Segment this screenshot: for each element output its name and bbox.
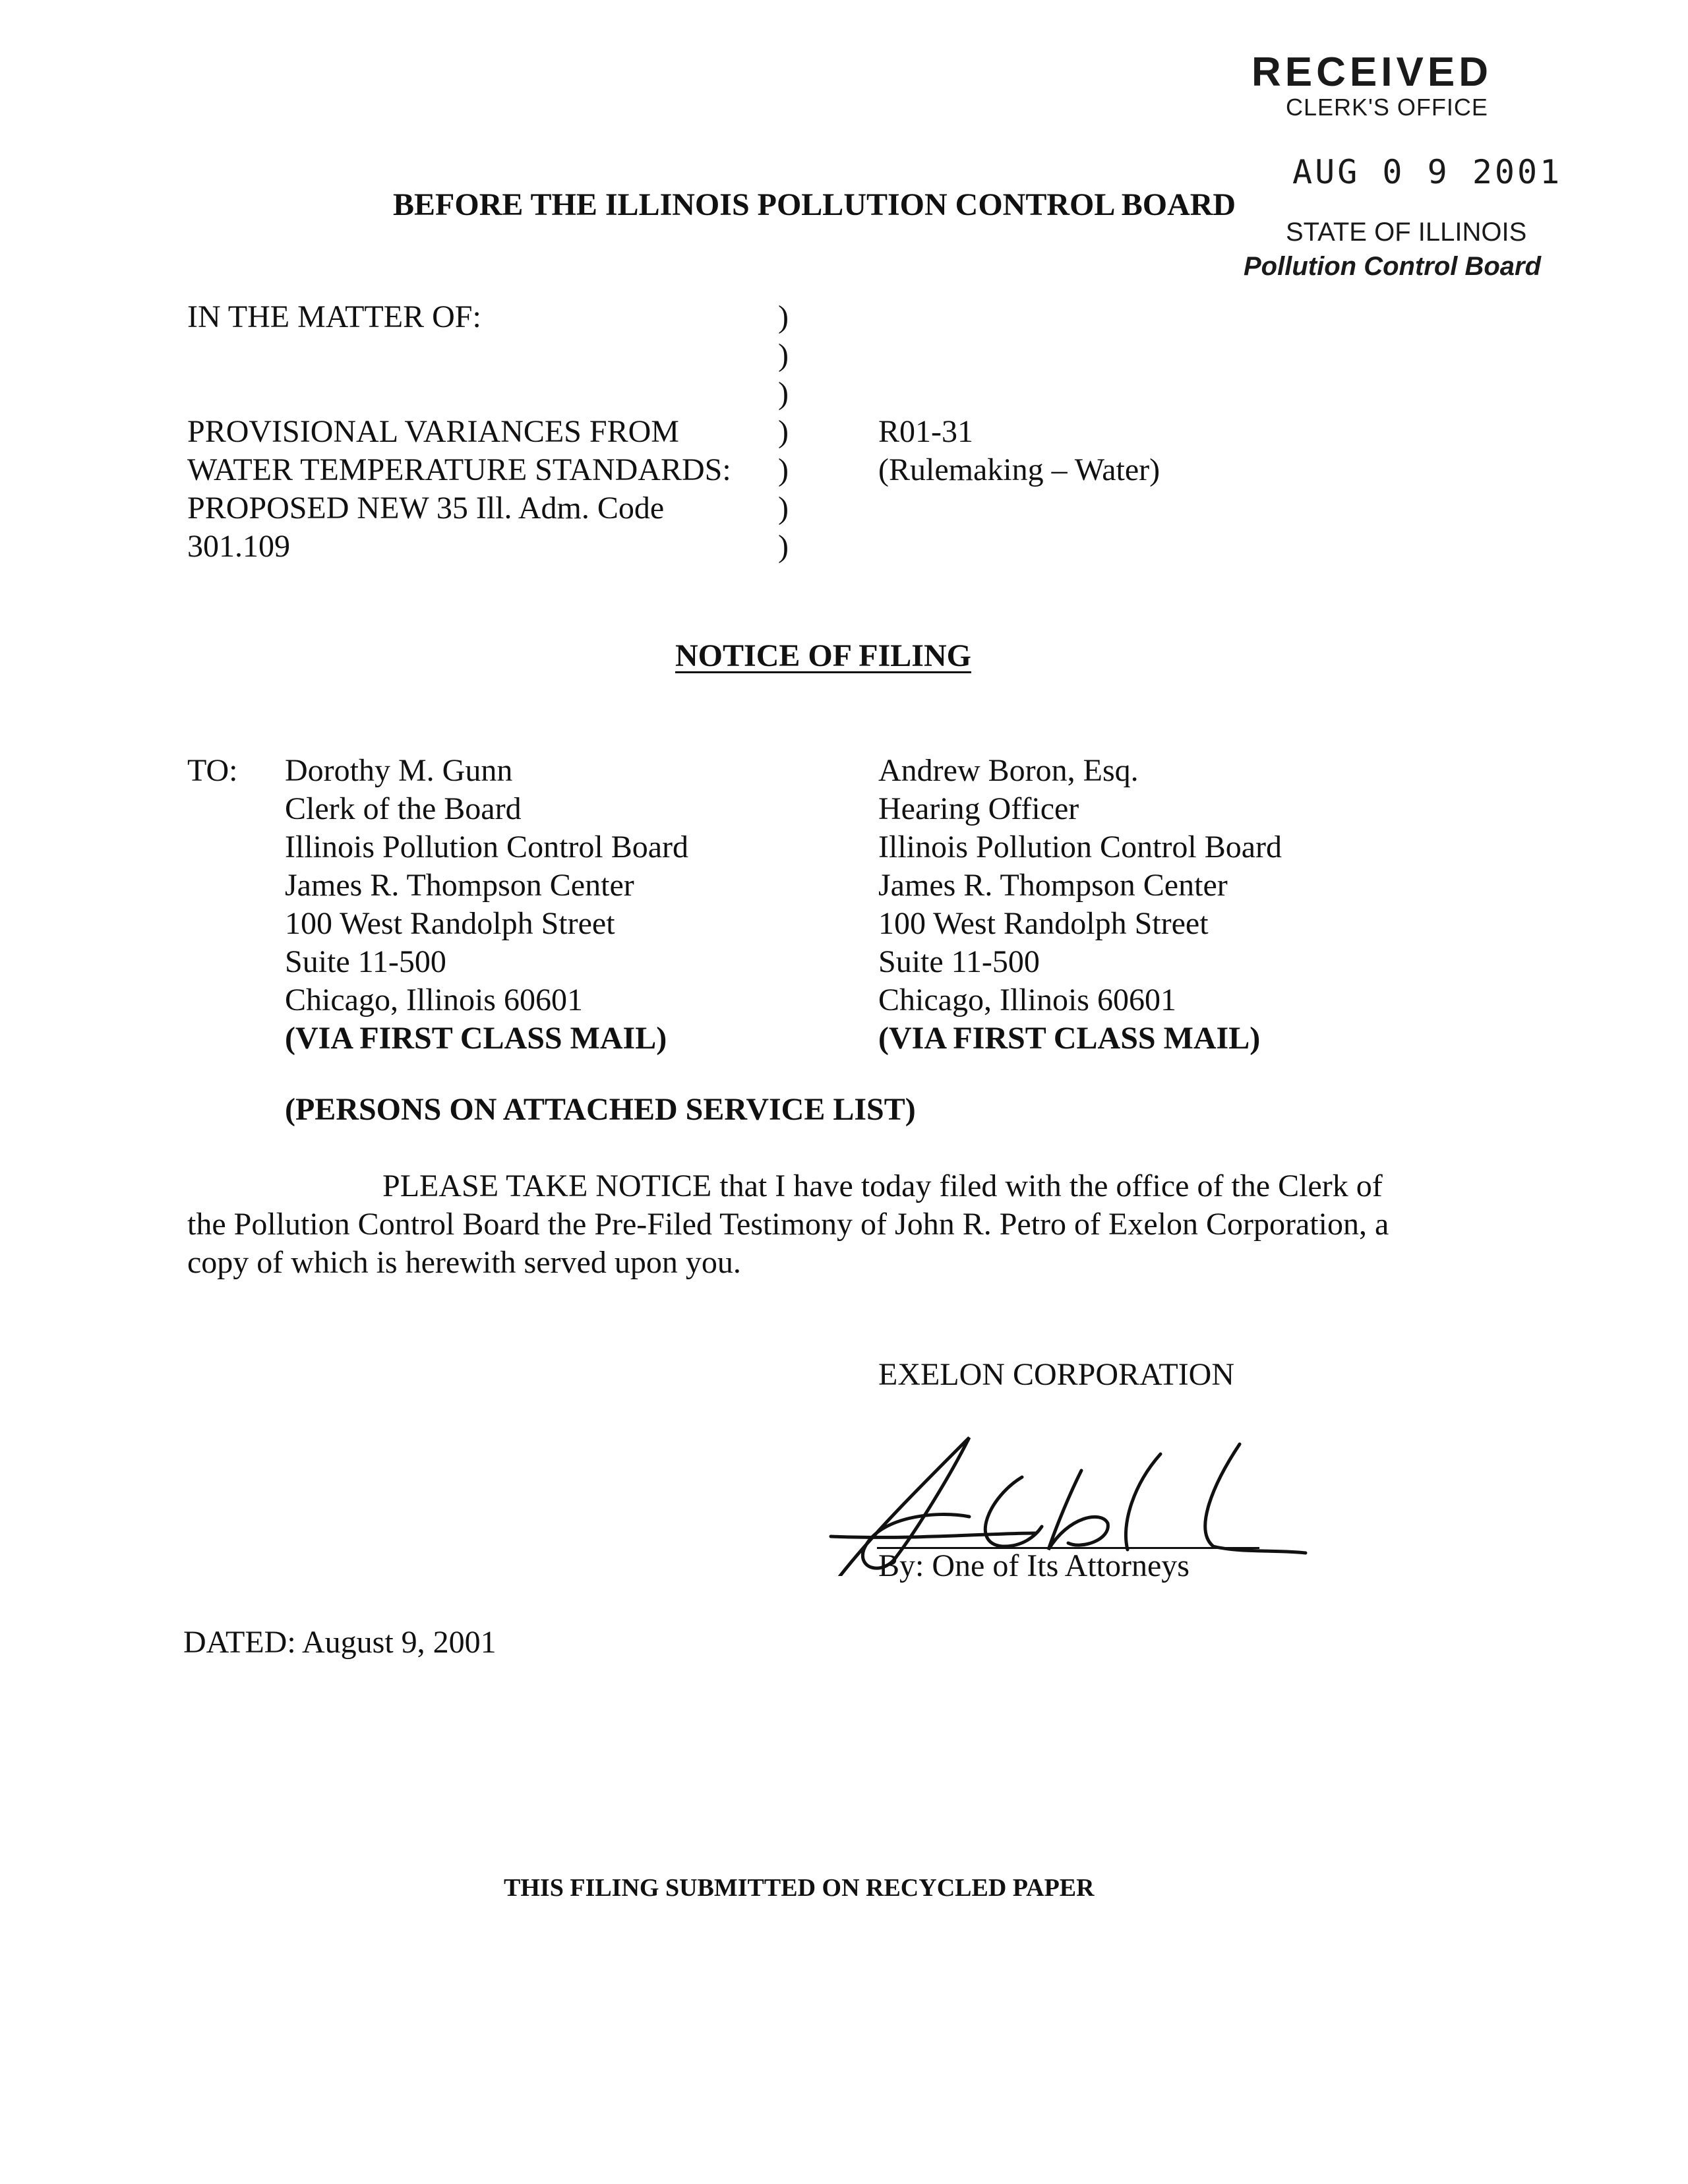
- caption-line-4: 301.109: [187, 529, 290, 564]
- service-list-note: (PERSONS ON ATTACHED SERVICE LIST): [285, 1092, 916, 1127]
- notice-title: NOTICE OF FILING: [675, 638, 971, 673]
- caption-line-1: PROVISIONAL VARIANCES FROM: [187, 414, 679, 449]
- recipient-2-line: Chicago, Illinois 60601: [878, 983, 1176, 1017]
- caption-parentheses: [778, 298, 804, 566]
- paren: ): [778, 376, 789, 411]
- recipient-1-line: Suite 11-500: [285, 944, 446, 979]
- recipient-2-line: Illinois Pollution Control Board: [878, 830, 1282, 864]
- paren: ): [778, 338, 789, 373]
- recipient-1-delivery: (VIA FIRST CLASS MAIL): [285, 1021, 667, 1056]
- body-line-3: copy of which is herewith served upon you.: [187, 1245, 741, 1280]
- paren: ): [778, 414, 789, 449]
- body-line-2: the Pollution Control Board the Pre-Filed Testimony of John R. Petro of Exelon Corporation, a: [187, 1207, 1389, 1242]
- recipient-2-delivery: (VIA FIRST CLASS MAIL): [878, 1021, 1261, 1056]
- recipient-1-line: James R. Thompson Center: [285, 868, 634, 903]
- recipient-2-line: Andrew Boron, Esq.: [878, 753, 1139, 788]
- body-line-1: PLEASE TAKE NOTICE that I have today filed with the office of the Clerk of: [382, 1168, 1383, 1203]
- recipient-1-line: 100 West Randolph Street: [285, 906, 615, 941]
- docket-type: (Rulemaking – Water): [878, 452, 1160, 487]
- recipient-1-line: Illinois Pollution Control Board: [285, 830, 689, 864]
- docket-number: R01-31: [878, 414, 973, 449]
- caption-line-2: WATER TEMPERATURE STANDARDS:: [187, 452, 731, 487]
- signatory-by: By: One of Its Attorneys: [878, 1548, 1190, 1583]
- recipient-2-line: 100 West Randolph Street: [878, 906, 1209, 941]
- stamp-state: STATE OF ILLINOIS: [1286, 218, 1527, 247]
- matter-label: IN THE MATTER OF:: [187, 299, 481, 334]
- paren: ): [778, 529, 789, 564]
- recipient-2: [878, 752, 1282, 1058]
- stamp-board: Pollution Control Board: [1244, 252, 1542, 281]
- dated-line: DATED: August 9, 2001: [183, 1625, 497, 1660]
- recipient-2-line: Suite 11-500: [878, 944, 1040, 979]
- company-name: EXELON CORPORATION: [878, 1357, 1234, 1392]
- paren: ): [778, 452, 789, 487]
- stamp-clerk-office: CLERK'S OFFICE: [1286, 94, 1488, 121]
- stamp-date: AUG 0 9 2001: [1292, 153, 1563, 191]
- recipient-1-line: Clerk of the Board: [285, 791, 522, 826]
- document-title: BEFORE THE ILLINOIS POLLUTION CONTROL BOARD: [393, 187, 1236, 222]
- stamp-received: RECEIVED: [1251, 49, 1492, 95]
- recipient-1-line: Dorothy M. Gunn: [285, 753, 513, 788]
- paren: ): [778, 299, 789, 334]
- paren: ): [778, 491, 789, 526]
- recycled-paper-footer: THIS FILING SUBMITTED ON RECYCLED PAPER: [504, 1874, 1095, 1902]
- recipient-2-line: Hearing Officer: [878, 791, 1079, 826]
- recipient-1-line: Chicago, Illinois 60601: [285, 983, 583, 1017]
- recipient-2-line: James R. Thompson Center: [878, 868, 1228, 903]
- recipient-1: [285, 752, 688, 1058]
- caption-line-3: PROPOSED NEW 35 Ill. Adm. Code: [187, 491, 665, 526]
- to-label: TO:: [187, 753, 238, 788]
